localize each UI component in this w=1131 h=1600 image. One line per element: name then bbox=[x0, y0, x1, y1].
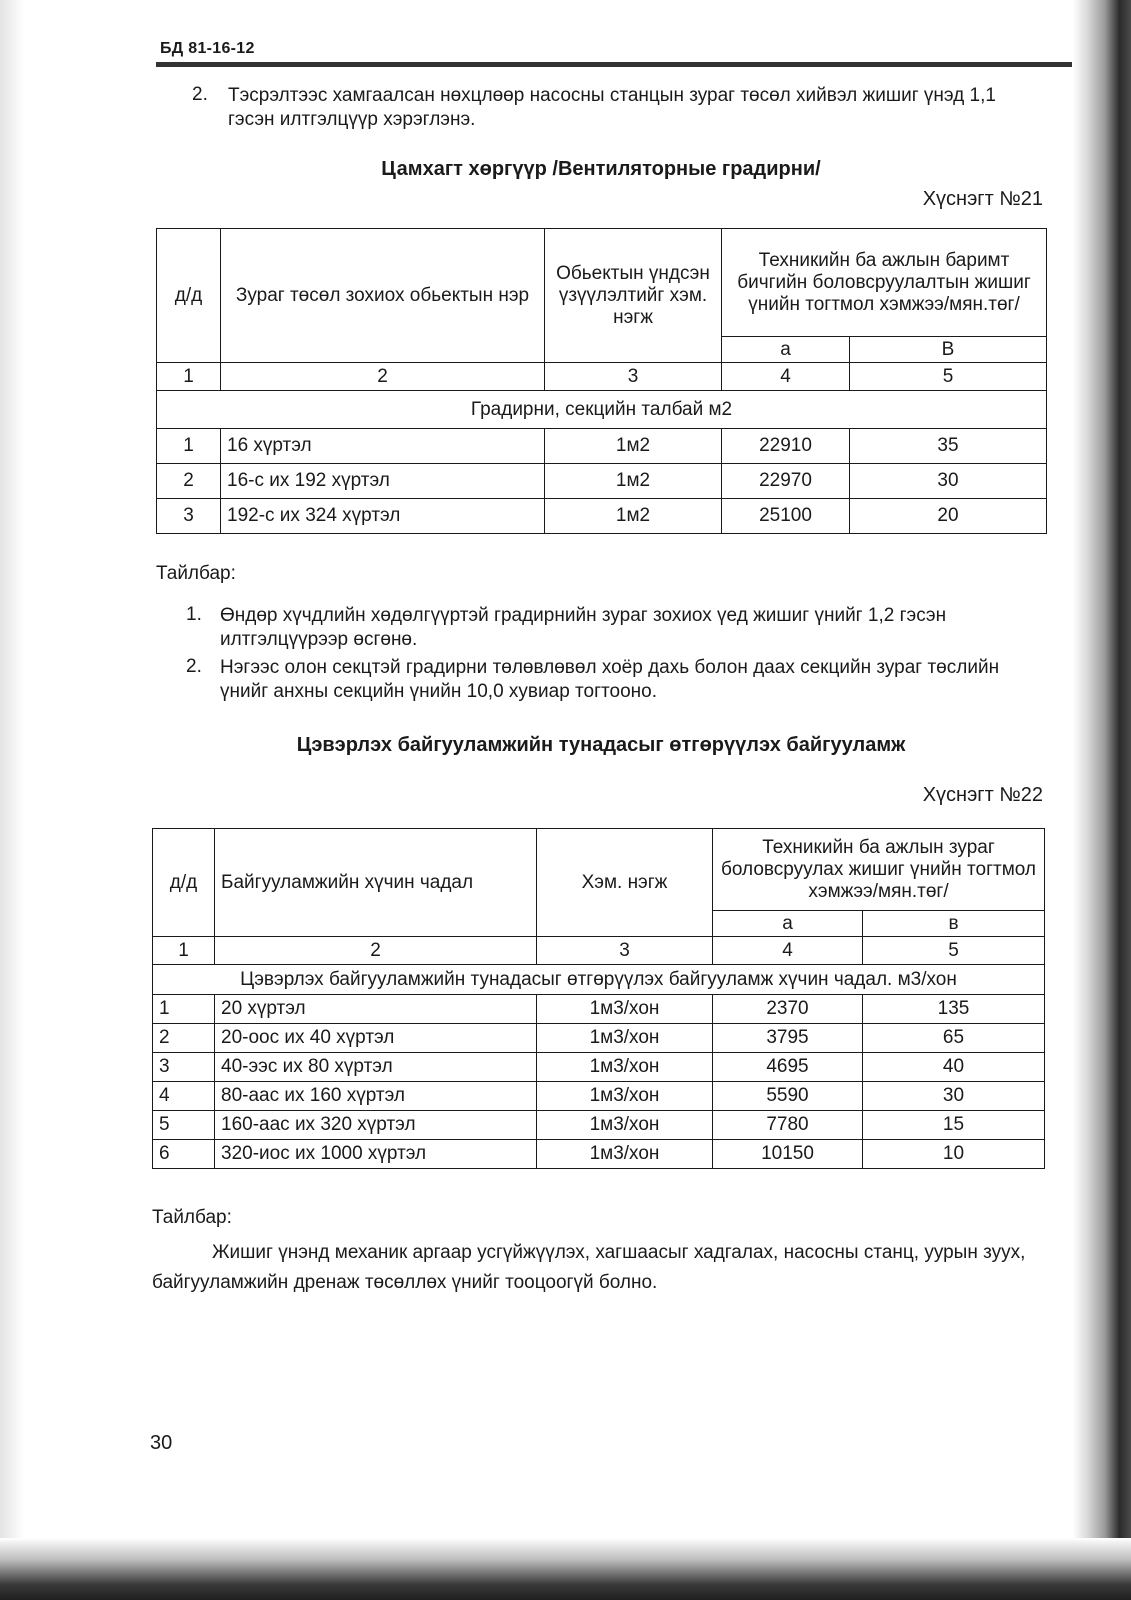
col-number: 2 bbox=[215, 937, 537, 965]
header-price: Техникийн ба ажлын баримт бичгийн боловсруулалтын жишиг үнийн тогтмол хэмжээ/мян.төг/ bbox=[722, 229, 1047, 337]
scan-shadow-bottom bbox=[0, 1538, 1131, 1600]
header-unit: Обьектын үндсэн үзүүлэлтийг хэм. нэгж bbox=[545, 229, 722, 363]
notes-title-1: Тайлбар: bbox=[156, 563, 236, 584]
row-value-a: 22970 bbox=[722, 464, 850, 499]
note1-text: Өндөр хүчдлийн хөдөлгүүртэй градирнийн зураг зохиох үед жишиг үнийг 1,2 гэсэн илтгэлцүүрээр өсгөнө. bbox=[220, 605, 947, 650]
row-value-b: 10 bbox=[863, 1140, 1045, 1169]
row-name: 80-аас их 160 хүртэл bbox=[215, 1082, 537, 1111]
table-row bbox=[153, 1082, 1045, 1111]
page-number: 30 bbox=[150, 1432, 173, 1454]
intro-note-number: 2. bbox=[192, 84, 208, 105]
row-index: 4 bbox=[153, 1082, 215, 1111]
header-unit: Хэм. нэгж bbox=[537, 829, 713, 937]
header-b: В bbox=[850, 337, 1047, 363]
row-name: 40-ээс их 80 хүртэл bbox=[215, 1053, 537, 1082]
table-row bbox=[153, 1111, 1045, 1140]
header-index: д/д bbox=[153, 829, 215, 937]
section1-title: Цамхагт хөргүүр /Вентиляторные градирни/ bbox=[381, 158, 821, 180]
col-number: 1 bbox=[153, 937, 215, 965]
row-value-a: 4695 bbox=[713, 1053, 863, 1082]
row-unit: 1м2 bbox=[545, 464, 722, 499]
header-b: в bbox=[863, 911, 1045, 937]
section2-title: Цэвэрлэх байгууламжийн тунадасыг өтгөрүүлэх байгууламж bbox=[296, 734, 906, 756]
row-unit: 1м3/хон bbox=[537, 995, 713, 1024]
row-value-a: 3795 bbox=[713, 1024, 863, 1053]
header-rule bbox=[156, 62, 1072, 67]
intro-note-text: Тэсрэлтээс хамгаалсан нөхцлөөр насосны станцын зураг төсөл хийвэл жишиг үнэд 1,1 гэсэн илтгэлцүүр хэрэглэнэ. bbox=[228, 85, 996, 130]
row-value-a: 22910 bbox=[722, 429, 850, 464]
row-name: 20 хүртэл bbox=[215, 995, 537, 1024]
section2-note-text: Жишиг үнэнд механик аргаар усгүйжүүлэх, хагшаасыг хадгалах, насосны станц, уурын зуух, байгууламжийн дренаж төсөллөх үнийг тооцоогүй болно. bbox=[152, 1242, 1026, 1293]
col-number: 1 bbox=[157, 363, 221, 391]
row-value-b: 135 bbox=[863, 995, 1045, 1024]
col-number: 4 bbox=[722, 363, 850, 391]
group-row: Градирни, секцийн талбай м2 bbox=[157, 391, 1047, 429]
row-value-b: 35 bbox=[850, 429, 1047, 464]
row-unit: 1м3/хон bbox=[537, 1053, 713, 1082]
row-index: 3 bbox=[157, 499, 221, 534]
row-name: 320-иос их 1000 хүртэл bbox=[215, 1140, 537, 1169]
col-number: 3 bbox=[537, 937, 713, 965]
row-value-a: 7780 bbox=[713, 1111, 863, 1140]
note1-number: 1. bbox=[186, 604, 202, 625]
row-value-b: 20 bbox=[850, 499, 1047, 534]
row-name: 160-аас их 320 хүртэл bbox=[215, 1111, 537, 1140]
table-row bbox=[153, 995, 1045, 1024]
header-a: а bbox=[722, 337, 850, 363]
row-unit: 1м3/хон bbox=[537, 1082, 713, 1111]
row-index: 1 bbox=[157, 429, 221, 464]
row-index: 6 bbox=[153, 1140, 215, 1169]
note2-text: Нэгээс олон секцтэй градирни төлөвлөвөл хоёр дахь болон даах секцийн зураг төслийн үнийг анхны секцийн үнийн 10,0 хувиар тогтооно. bbox=[220, 657, 1000, 702]
row-index: 1 bbox=[153, 995, 215, 1024]
row-unit: 1м3/хон bbox=[537, 1140, 713, 1169]
document-code: БД 81-16-12 bbox=[160, 40, 255, 57]
row-value-a: 2370 bbox=[713, 995, 863, 1024]
table-row bbox=[157, 464, 1047, 499]
table-21 bbox=[156, 228, 1047, 534]
col-number: 5 bbox=[863, 937, 1045, 965]
row-index: 3 bbox=[153, 1053, 215, 1082]
row-index: 2 bbox=[157, 464, 221, 499]
header-object-name: Зураг төсөл зохиох обьектын нэр bbox=[221, 229, 545, 363]
row-index: 5 bbox=[153, 1111, 215, 1140]
row-index: 2 bbox=[153, 1024, 215, 1053]
scan-shadow-left bbox=[0, 0, 24, 1600]
row-value-b: 30 bbox=[863, 1082, 1045, 1111]
scan-shadow-right bbox=[1073, 0, 1131, 1600]
row-value-b: 40 bbox=[863, 1053, 1045, 1082]
col-number: 4 bbox=[713, 937, 863, 965]
header-a: а bbox=[713, 911, 863, 937]
col-number: 3 bbox=[545, 363, 722, 391]
header-price: Техникийн ба ажлын зураг боловсруулах жишиг үнийн тогтмол хэмжээ/мян.төг/ bbox=[713, 829, 1045, 911]
header-capacity: Байгууламжийн хүчин чадал bbox=[215, 829, 537, 937]
table21-label: Хүснэгт №21 bbox=[922, 188, 1043, 210]
row-name: 16-с их 192 хүртэл bbox=[221, 464, 545, 499]
row-value-a: 25100 bbox=[722, 499, 850, 534]
table-row bbox=[153, 1140, 1045, 1169]
row-name: 16 хүртэл bbox=[221, 429, 545, 464]
table22-label: Хүснэгт №22 bbox=[922, 784, 1043, 806]
row-unit: 1м3/хон bbox=[537, 1024, 713, 1053]
table-row bbox=[153, 1053, 1045, 1082]
row-unit: 1м2 bbox=[545, 429, 722, 464]
table-row bbox=[157, 429, 1047, 464]
group-row: Цэвэрлэх байгууламжийн тунадасыг өтгөрүүлэх байгууламж хүчин чадал. м3/хон bbox=[153, 965, 1045, 995]
row-value-b: 65 bbox=[863, 1024, 1045, 1053]
row-value-b: 15 bbox=[863, 1111, 1045, 1140]
row-value-a: 10150 bbox=[713, 1140, 863, 1169]
col-number: 5 bbox=[850, 363, 1047, 391]
row-unit: 1м2 bbox=[545, 499, 722, 534]
row-value-b: 30 bbox=[850, 464, 1047, 499]
table-row bbox=[157, 499, 1047, 534]
row-name: 20-оос их 40 хүртэл bbox=[215, 1024, 537, 1053]
row-unit: 1м3/хон bbox=[537, 1111, 713, 1140]
header-index: д/д bbox=[157, 229, 221, 363]
notes-title-2: Тайлбар: bbox=[152, 1207, 232, 1228]
row-name: 192-с их 324 хүртэл bbox=[221, 499, 545, 534]
table-row bbox=[153, 1024, 1045, 1053]
table-22 bbox=[152, 828, 1045, 1169]
note2-number: 2. bbox=[186, 656, 202, 677]
col-number: 2 bbox=[221, 363, 545, 391]
row-value-a: 5590 bbox=[713, 1082, 863, 1111]
